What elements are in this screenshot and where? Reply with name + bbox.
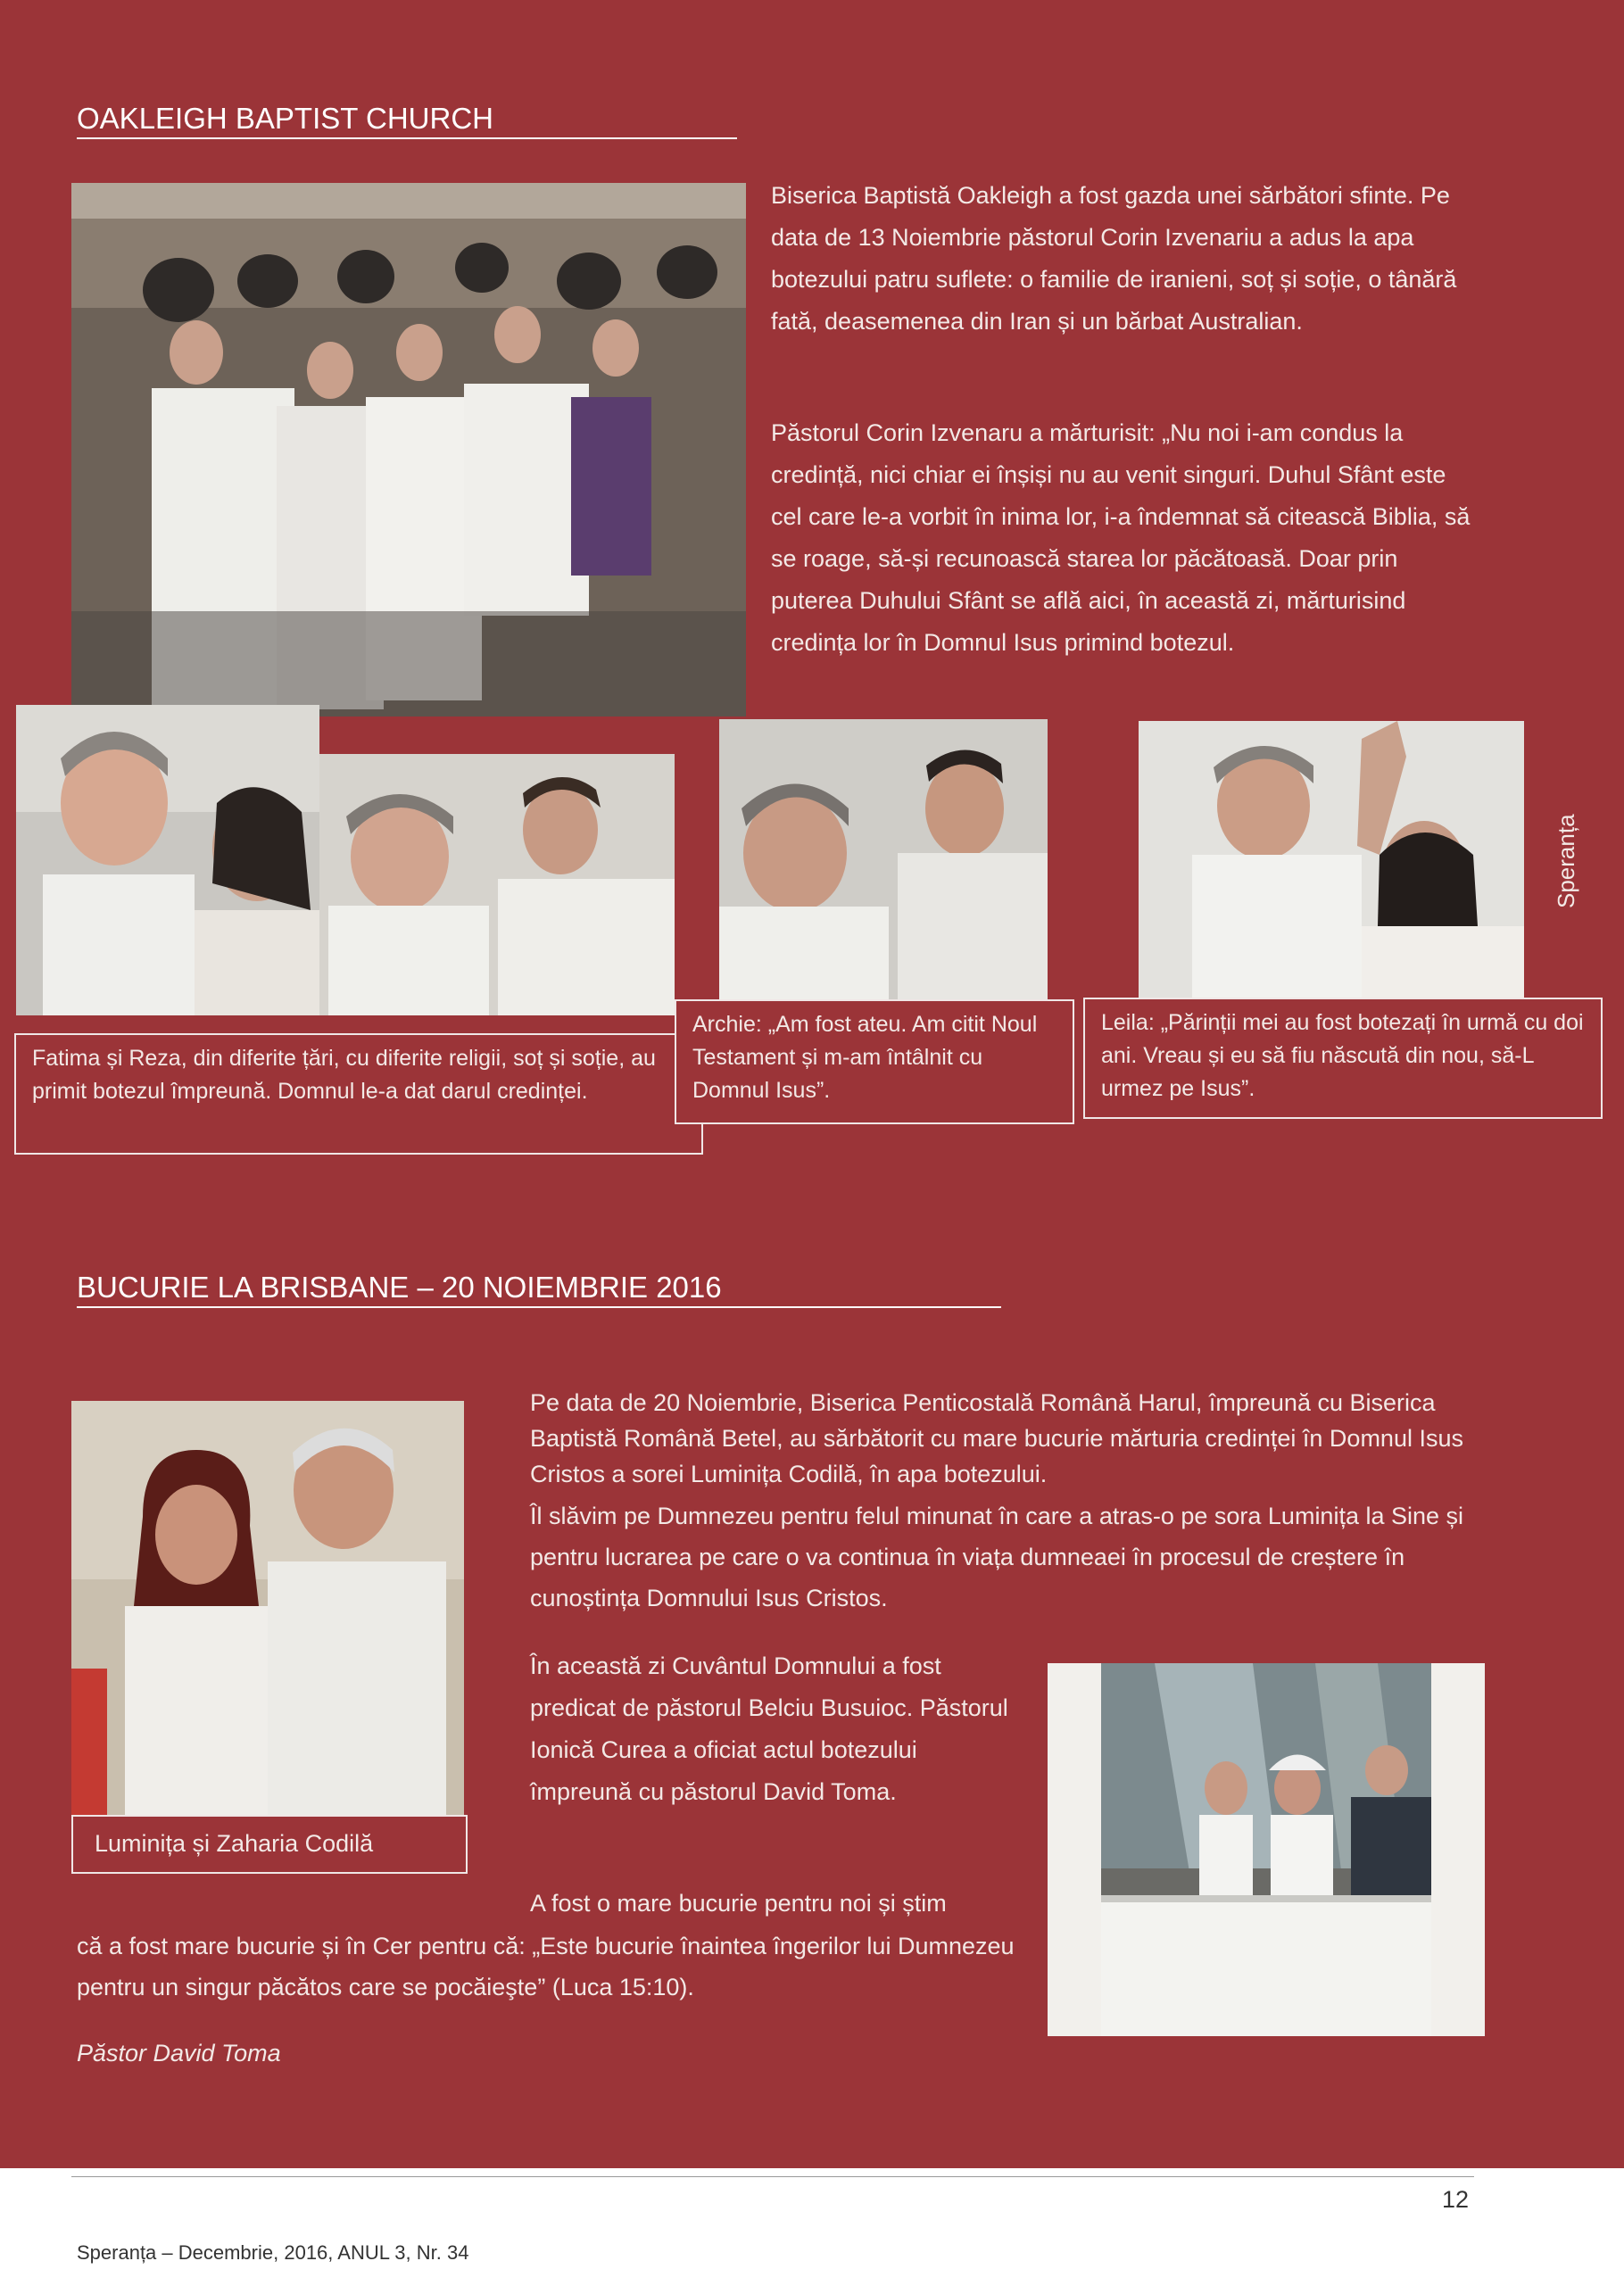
page-footer (0, 2168, 1624, 2286)
baptism-photo-fatima (16, 705, 319, 1015)
footer-rule (71, 2176, 1474, 2177)
section1-heading: OAKLEIGH BAPTIST CHURCH (77, 102, 737, 139)
section1-paragraph-2: Păstorul Corin Izvenaru a mărturisit: „Nu noi i-am condus la credință, nici chiar ei înșiși nu au venit singuri. Duhul Sfânt este cel care le-a vorbit în inima lor, i-a îndemnat să citească Biblia, să se roage, să-și recunoască starea lor păcătoasă. Doar prin puterea Duhului Sfânt se află aici, în această zi, mărturisind credința lor în Domnul Isus primind botezul. (771, 419, 1471, 656)
baptism-photo-reza (319, 754, 675, 1015)
section2-paragraph-3b: că a fost mare bucurie și în Cer pentru că: „Este bucurie înaintea îngerilor lui Dumnezeu pentru un singur păcătos care se pocăieşte” (Luca 15:10). (77, 1933, 1015, 2000)
signature: Păstor David Toma (77, 2040, 281, 2067)
couple-photo (71, 1401, 464, 1815)
section2-paragraph-3a: A fost o mare bucurie pentru noi și știm (530, 1890, 947, 1917)
caption-fatima-reza: Fatima și Reza, din diferite țări, cu diferite religii, soț și soție, au primit botezul împreună. Domnul le-a dat darul credinței. (14, 1033, 703, 1155)
section2-paragraph-2: În această zi Cuvântul Domnului a fost predicat de păstorul Belciu Busuioc. Păstorul Ionică Curea a oficiat actul botezului împreună cu păstorul David Toma. (530, 1652, 1008, 1805)
side-label: Speranța (1553, 814, 1579, 908)
page-number: 12 (1441, 2186, 1469, 2213)
section2-paragraph-1b: Îl slăvim pe Dumnezeu pentru felul minunat în care a atras-o pe sora Luminița la Sine și pentru lucrarea pe care o va continua în viața dumneaei în procesul de creștere în cunoștința Domnului Isus Cristos. (530, 1503, 1464, 1611)
brisbane-baptism-photo (1048, 1663, 1485, 2036)
section1-paragraph-1: Biserica Baptistă Oakleigh a fost gazda unei sărbători sfinte. Pe data de 13 Noiembrie păstorul Corin Izvenariu a adus la apa botezului patru suflete: o familie de iranieni, soț și soție, o tânără fată, deasemenea din Iran și un bărbat Australian. (771, 182, 1457, 335)
baptism-photo-archie (719, 719, 1048, 1006)
caption-archie: Archie: „Am fost ateu. Am citit Noul Testament și m-am întâlnit cu Domnul Isus”. (675, 999, 1074, 1124)
baptism-photo-leila (1139, 721, 1524, 1003)
baptism-group-photo (71, 183, 746, 716)
footer-credit: Speranța – Decembrie, 2016, ANUL 3, Nr. 34 (77, 2241, 469, 2264)
caption-leila: Leila: „Părinții mei au fost botezați în urmă cu doi ani. Vreau și eu să fiu născută din nou, să-L urmez pe Isus”. (1083, 998, 1603, 1119)
section2-paragraph-1: Pe data de 20 Noiembrie, Biserica Penticostală Română Harul, împreună cu Biserica Baptistă Română Betel, au sărbătorit cu mare bucurie mărturia credinței în Domnul Isus Cristos a sorei Luminița Codilă, în apa botezului. (530, 1389, 1463, 1487)
section2-heading: BUCURIE LA BRISBANE – 20 NOIEMBRIE 2016 (77, 1271, 1001, 1308)
caption-couple: Luminița și Zaharia Codilă (71, 1815, 468, 1874)
